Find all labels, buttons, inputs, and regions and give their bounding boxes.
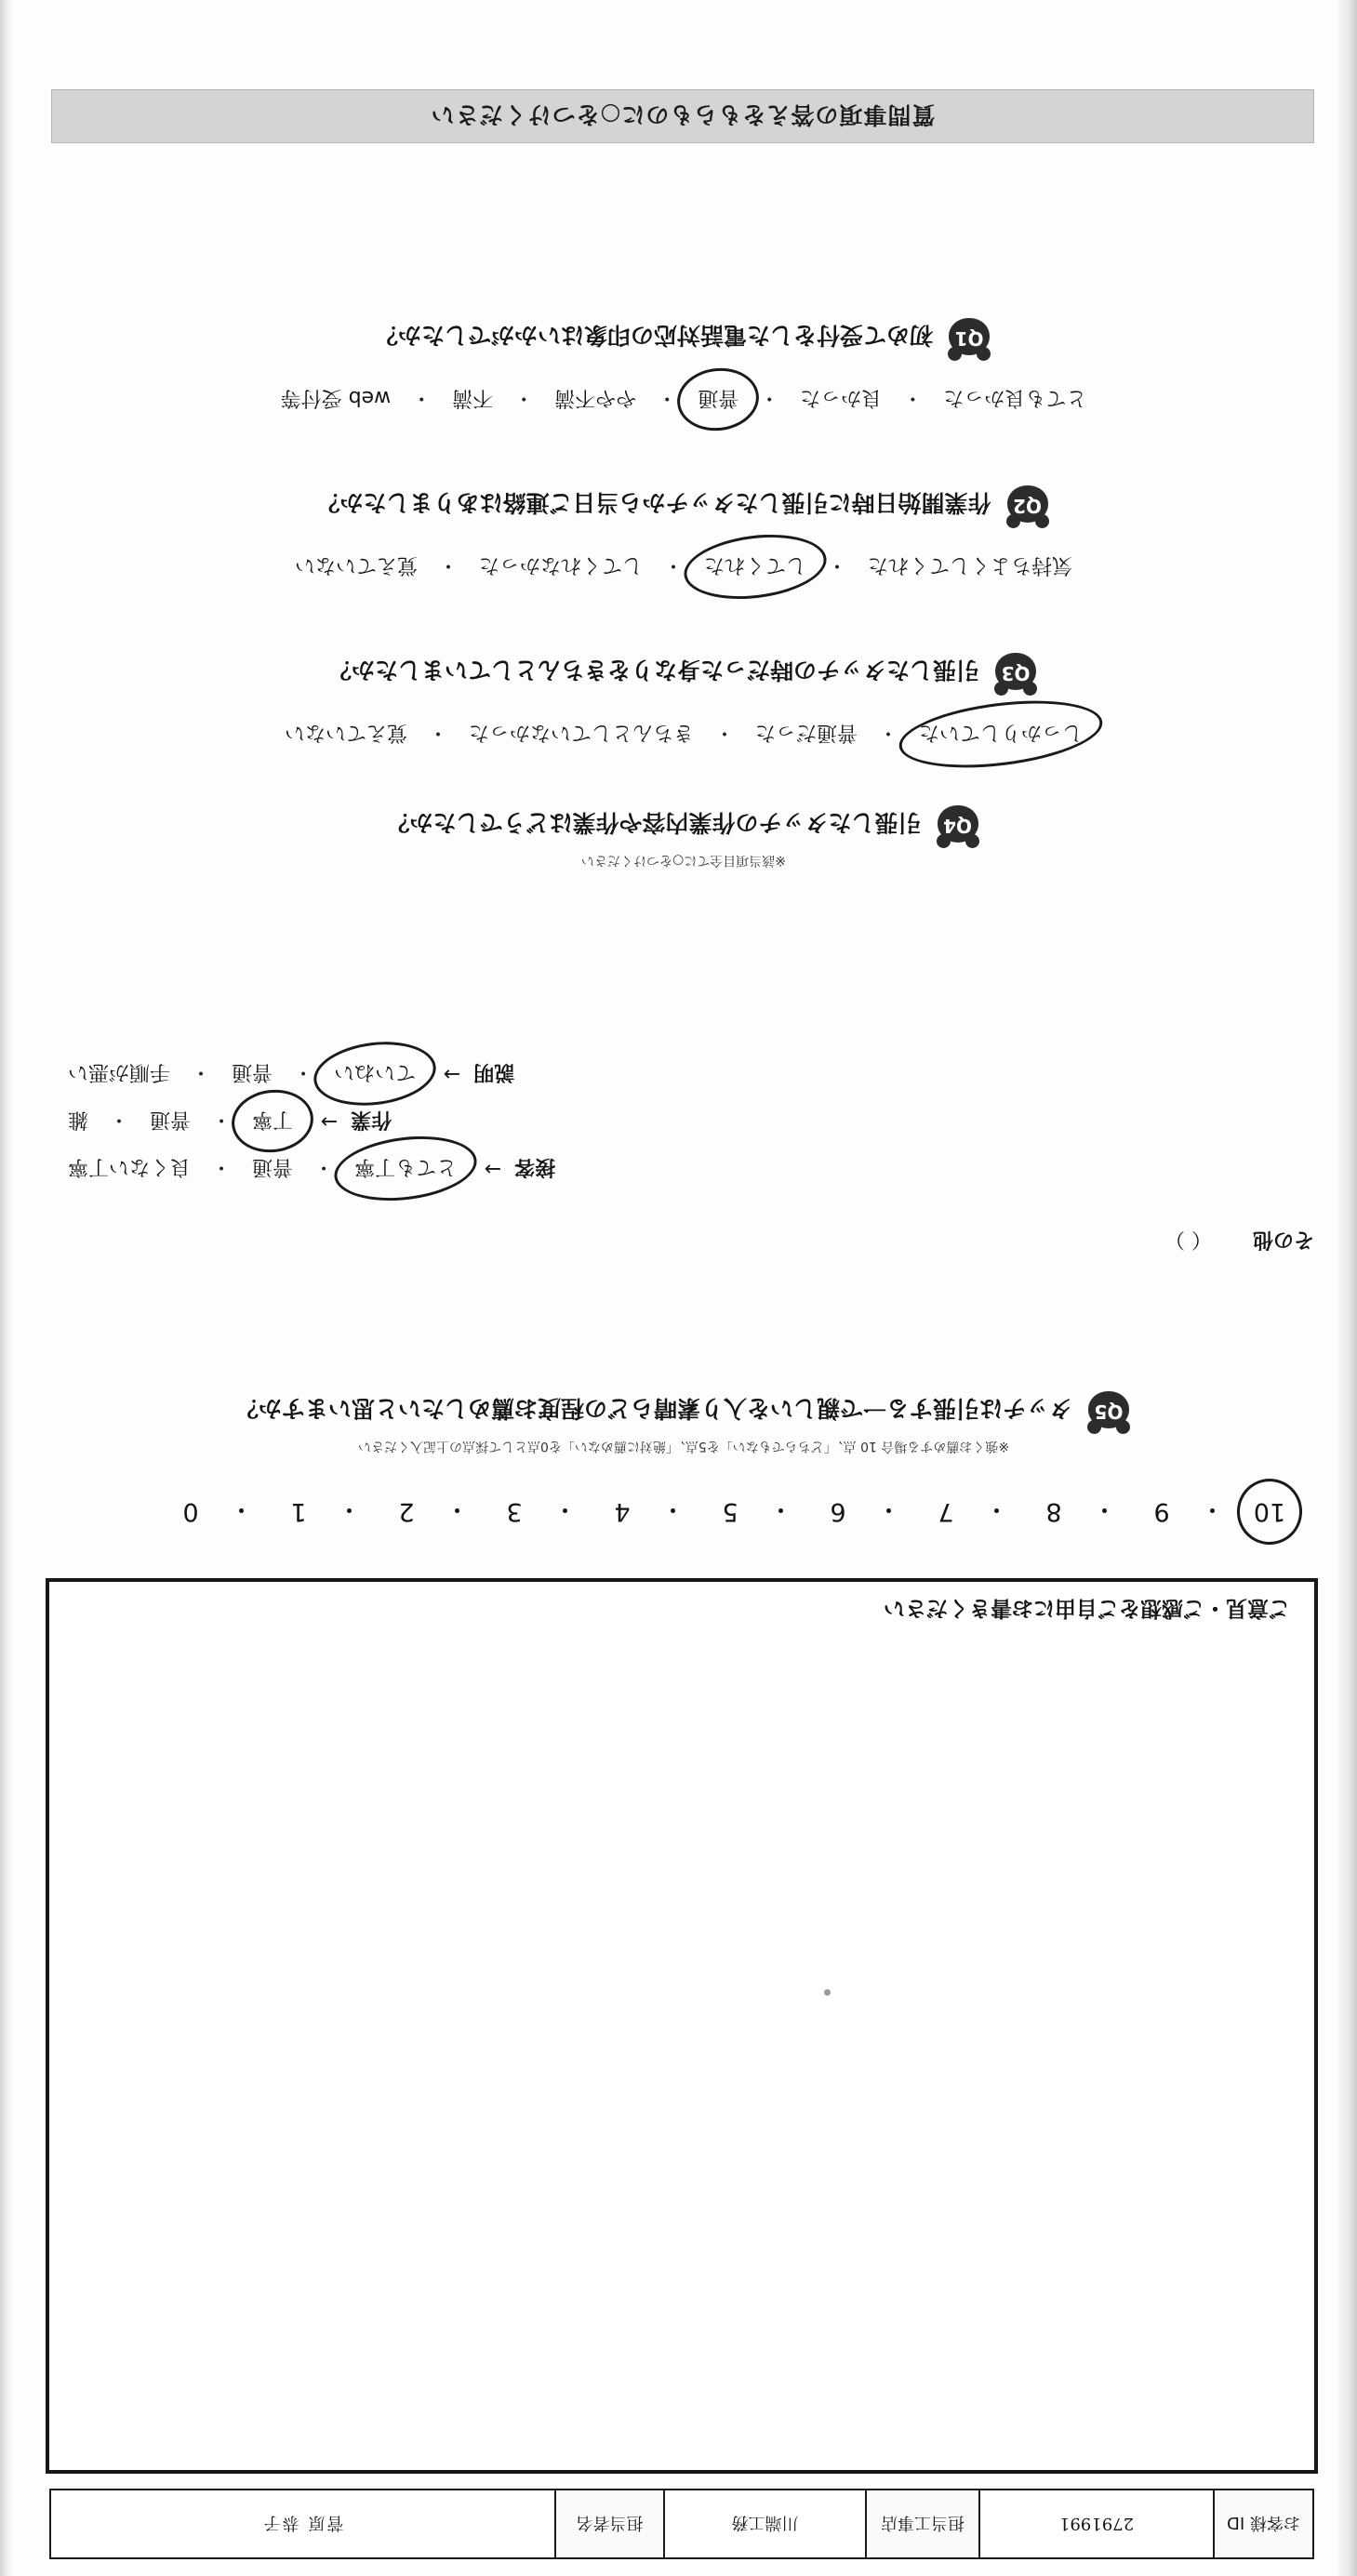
- q5-scale-10[interactable]: [1225, 1497, 1314, 1526]
- q5-scale-2[interactable]: 2: [398, 1497, 415, 1526]
- q3-text: 引張したタッチの時だった身なりをきちんとしていましたか？: [328, 657, 980, 684]
- q4-row-1-option-1[interactable]: 普通: [150, 1108, 192, 1131]
- question-q5: [53, 1388, 1314, 1460]
- q4-row-2-label: 説明: [473, 1060, 515, 1083]
- instruction-banner-text: 質問事項の答えをもらものに○をつけください: [430, 101, 936, 128]
- option-separator: ・: [878, 721, 899, 744]
- scale-dot: ・: [984, 1494, 1009, 1523]
- scale-dot: ・: [876, 1494, 901, 1523]
- option-separator: ・: [293, 1060, 314, 1083]
- q5-number: Q5: [1094, 1401, 1124, 1423]
- option-separator: ・: [759, 386, 780, 409]
- question-q2: [53, 482, 1314, 600]
- q5-note: ※強くお薦めする場合 10 点、「どちらでもない」を5点、「絶対に薦めない」を0点として採点の上記入ください: [357, 1439, 1010, 1454]
- option-separator: ・: [411, 386, 432, 409]
- scale-dot: ・: [337, 1494, 362, 1523]
- option-separator: ・: [191, 1060, 212, 1083]
- question-q1: [53, 314, 1314, 432]
- q3-options[interactable]: [53, 718, 1314, 750]
- q1-option-0[interactable]: とても良かった: [943, 386, 1087, 409]
- option-separator: ・: [714, 721, 736, 744]
- q4-row-1-arrow: →: [320, 1109, 339, 1133]
- customer-id-value: 2791991: [978, 2490, 1213, 2557]
- q1-option-4[interactable]: 不満: [452, 386, 494, 409]
- option-separator: ・: [437, 553, 459, 577]
- q3-option-2[interactable]: きちんとしていなかった: [468, 721, 694, 744]
- q2-option-3[interactable]: 覚えていない: [294, 553, 418, 577]
- q4-row-0-option-0[interactable]: とても丁寧: [339, 1152, 472, 1185]
- q5-scale-1[interactable]: 1: [290, 1497, 307, 1526]
- q4-row-2-option-1[interactable]: 普通: [232, 1060, 273, 1083]
- option-separator: ・: [211, 1108, 233, 1131]
- q4-row-0-option-2[interactable]: 良くない丁寧: [68, 1155, 192, 1178]
- q4-row-2-option-2[interactable]: 手順が悪い: [68, 1060, 171, 1083]
- q3-number: Q3: [1001, 662, 1031, 684]
- q5-badge: [1085, 1388, 1132, 1432]
- q5-selection-circle: [1233, 1476, 1305, 1548]
- q5-scale-3[interactable]: 3: [506, 1497, 523, 1526]
- customer-id-label: お客様 ID: [1213, 2490, 1312, 2557]
- q3-option-1[interactable]: 普通だった: [755, 721, 858, 744]
- option-separator: ・: [663, 553, 685, 577]
- scale-dot: ・: [660, 1494, 685, 1523]
- q1-option-2[interactable]: 普通: [683, 383, 753, 416]
- q1-option-3[interactable]: やや不満: [554, 386, 637, 409]
- q4-number: Q4: [943, 815, 972, 837]
- contractor-value: 川端工務: [663, 2490, 865, 2557]
- q5-scale-9[interactable]: 9: [1153, 1497, 1170, 1526]
- option-separator: ・: [827, 553, 848, 577]
- scale-dot: ・: [768, 1494, 793, 1523]
- q4-badge: [935, 802, 981, 846]
- q4-row-1-option-2[interactable]: 雑: [68, 1108, 89, 1131]
- q5-scale-4[interactable]: 4: [614, 1497, 631, 1526]
- q2-options[interactable]: [53, 551, 1314, 583]
- paper-edge-right: [0, 0, 13, 2576]
- option-separator: ・: [513, 386, 535, 409]
- q5-text: タッチは引張する一で親しいを入り素晴らどの程度お薦めしたいと思いますか？: [235, 1395, 1073, 1422]
- q2-number: Q2: [1013, 495, 1042, 517]
- q1-options[interactable]: [53, 383, 1314, 416]
- q3-badge: [992, 649, 1039, 694]
- free-comment-box[interactable]: [46, 1578, 1318, 2474]
- q5-scale-7[interactable]: 7: [938, 1497, 954, 1526]
- question-q4-rows: [53, 1057, 1314, 1200]
- q2-option-2[interactable]: してくれなかった: [478, 553, 643, 577]
- q2-text: 作業開始日時に引張したタッチから当日ご連絡はありましたか？: [316, 489, 991, 516]
- q4-row-sagyou[interactable]: [53, 1105, 1314, 1137]
- q2-option-0[interactable]: 気持ちよくしてくれた: [868, 553, 1073, 577]
- option-separator: ・: [657, 386, 678, 409]
- q4-note: ※該当項目全てに○をつけください: [581, 853, 786, 868]
- q5-scale-5[interactable]: 5: [722, 1497, 738, 1526]
- q4-row-0-option-1[interactable]: 普通: [252, 1155, 294, 1178]
- customer-id-table: [49, 2489, 1314, 2559]
- q2-option-1[interactable]: してくれた: [689, 551, 821, 583]
- q1-option-1[interactable]: 良かった: [800, 386, 883, 409]
- q4-other-row[interactable]: [53, 1227, 1314, 1255]
- q4-other-value[interactable]: （ ）: [1164, 1228, 1212, 1251]
- staff-name-label: 担当者名: [554, 2490, 663, 2557]
- q4-row-1-label: 作業: [351, 1108, 392, 1131]
- free-comment-label: ご意見・ご感想をご自由にお書きください: [884, 1596, 1290, 1620]
- q1-option-5[interactable]: web 受付等: [280, 386, 392, 409]
- contractor-label: 担当工事店: [865, 2490, 978, 2557]
- q4-text: 引張したタッチの作業内容や作業はどうでしたか？: [386, 809, 922, 836]
- q4-row-2-arrow: →: [443, 1062, 461, 1085]
- q4-row-0-label: 接客: [514, 1155, 556, 1178]
- option-separator: ・: [902, 386, 924, 409]
- q4-row-setsu[interactable]: [53, 1152, 1314, 1185]
- q5-scale-row[interactable]: [53, 1494, 1314, 1530]
- q5-scale-10-value: 10: [1253, 1497, 1286, 1526]
- scale-dot: ・: [229, 1494, 254, 1523]
- q5-scale-6[interactable]: 6: [830, 1497, 846, 1526]
- q4-row-setsumei[interactable]: [53, 1057, 1314, 1090]
- q1-badge: [946, 314, 992, 359]
- scale-dot: ・: [445, 1494, 470, 1523]
- q4-row-2-option-0[interactable]: ていねい: [319, 1057, 431, 1090]
- q4-row-1-option-0[interactable]: 丁寧: [237, 1105, 308, 1137]
- staff-name-value: 菅原 恭子: [261, 2513, 344, 2532]
- scale-dot: ・: [552, 1494, 578, 1523]
- instruction-banner: [51, 89, 1314, 143]
- q5-scale-8[interactable]: 8: [1045, 1497, 1062, 1526]
- q4-other-label: その他: [1252, 1228, 1314, 1251]
- question-q3: [53, 649, 1314, 767]
- q3-option-3[interactable]: 覚えていない: [284, 721, 407, 744]
- scale-dot: ・: [1200, 1494, 1225, 1523]
- scan-speck: [824, 1989, 831, 1996]
- q1-text: 初めて受付をした電話対応の印象はいかがでしたか？: [375, 322, 934, 349]
- q5-scale-0[interactable]: 0: [182, 1497, 199, 1526]
- q1-number: Q1: [954, 327, 984, 350]
- scale-dot: ・: [1092, 1494, 1117, 1523]
- q2-badge: [1004, 482, 1051, 526]
- option-separator: ・: [313, 1155, 335, 1178]
- question-q4: [53, 802, 1314, 874]
- option-separator: ・: [427, 721, 448, 744]
- option-separator: ・: [211, 1155, 233, 1178]
- q3-option-0[interactable]: しっかりしていた: [904, 718, 1098, 750]
- option-separator: ・: [109, 1108, 130, 1131]
- paper-edge-left: [1337, 0, 1357, 2576]
- q4-row-0-arrow: →: [484, 1157, 502, 1180]
